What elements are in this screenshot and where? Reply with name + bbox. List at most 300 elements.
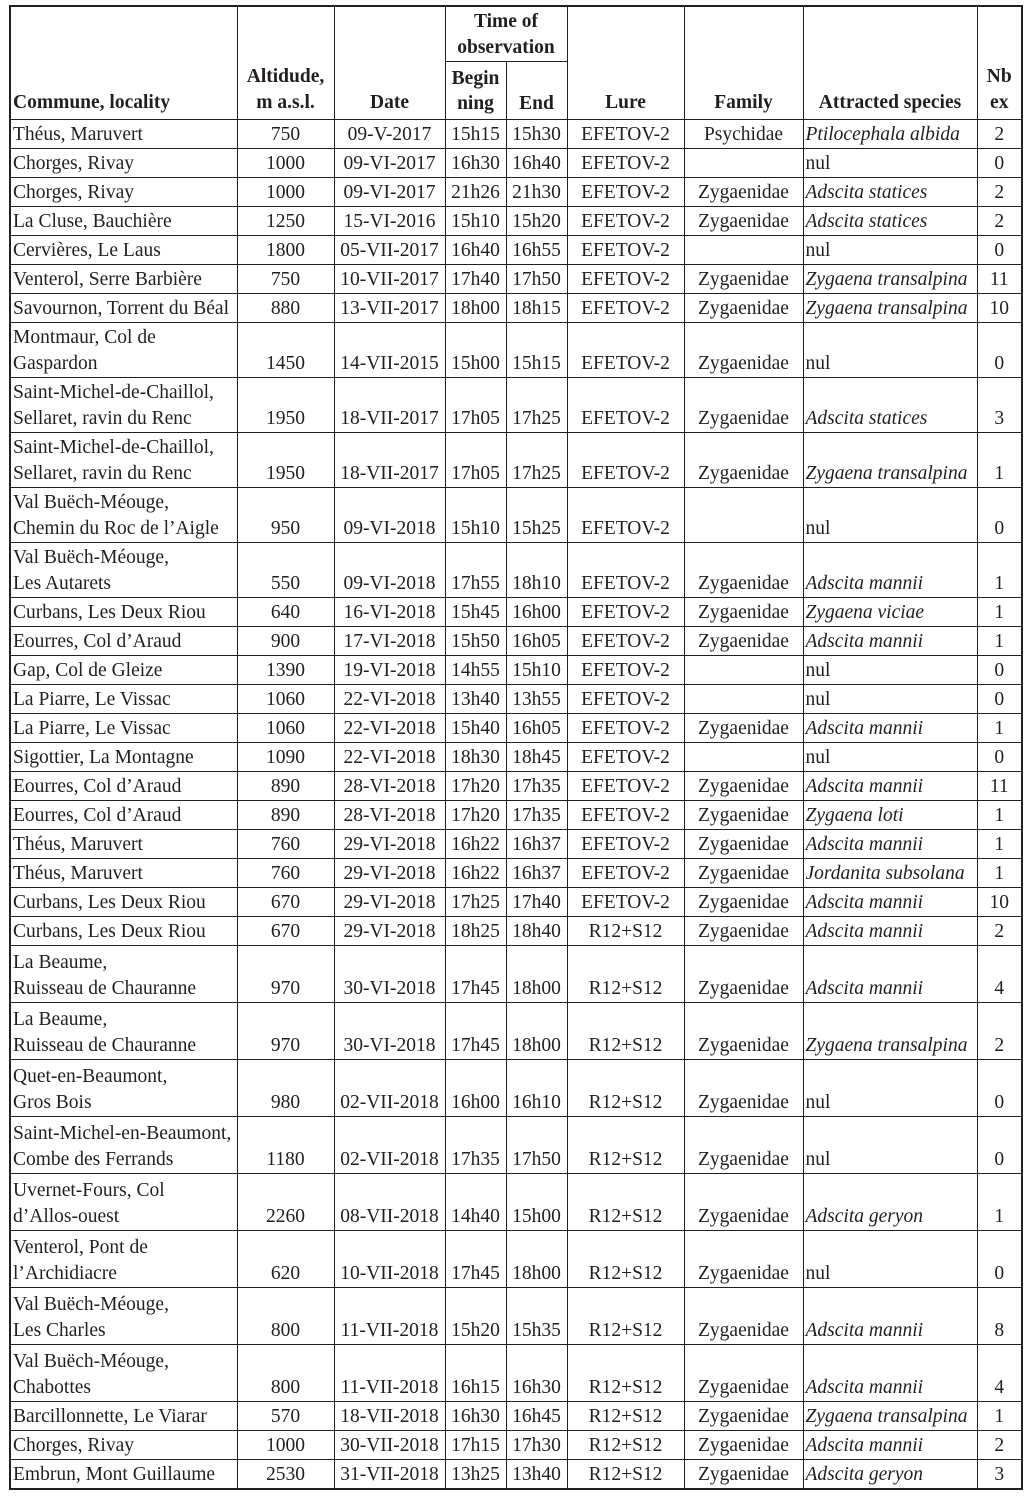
date-cell: 22-VI-2018 [334, 743, 445, 772]
altitude-cell: 800 [237, 1288, 334, 1345]
date-cell: 29-VI-2018 [334, 917, 445, 946]
header-time-of-observation: Time of observation [445, 6, 567, 62]
altitude-cell: 1950 [237, 433, 334, 488]
header-lure: Lure [567, 6, 684, 120]
locality-cell: Théus, Maruvert [10, 859, 237, 888]
table-row [10, 1060, 1022, 1117]
begin-time-cell: 16h22 [445, 830, 506, 859]
altitude-cell: 1450 [237, 323, 334, 378]
lure-cell: EFETOV-2 [567, 743, 684, 772]
begin-time-cell: 16h15 [445, 1345, 506, 1402]
altitude-cell: 550 [237, 543, 334, 598]
date-cell: 28-VI-2018 [334, 772, 445, 801]
species-cell: nul [803, 1231, 977, 1288]
nb-ex-cell: 1 [977, 830, 1022, 859]
table-row [10, 149, 1022, 178]
date-cell: 02-VII-2018 [334, 1117, 445, 1174]
species-cell: Zygaena viciae [803, 598, 977, 627]
family-cell: Zygaenidae [684, 543, 803, 598]
table-row [10, 743, 1022, 772]
lure-cell: R12+S12 [567, 946, 684, 1003]
family-cell: Zygaenidae [684, 1060, 803, 1117]
end-time-cell: 18h40 [506, 917, 567, 946]
table-row [10, 294, 1022, 323]
locality-cell: Val Buëch-Méouge, Chemin du Roc de l’Aigle [10, 488, 237, 543]
lure-cell: EFETOV-2 [567, 830, 684, 859]
date-cell: 19-VI-2018 [334, 656, 445, 685]
lure-cell: EFETOV-2 [567, 178, 684, 207]
altitude-cell: 670 [237, 888, 334, 917]
altitude-cell: 620 [237, 1231, 334, 1288]
species-cell: Adscita statices [803, 378, 977, 433]
end-time-cell: 18h10 [506, 543, 567, 598]
nb-ex-cell: 2 [977, 178, 1022, 207]
table-row [10, 859, 1022, 888]
table-row [10, 801, 1022, 830]
header-species: Attracted species [803, 6, 977, 120]
date-cell: 02-VII-2018 [334, 1060, 445, 1117]
family-cell [684, 656, 803, 685]
nb-ex-cell: 1 [977, 714, 1022, 743]
locality-cell: Théus, Maruvert [10, 120, 237, 149]
table-row [10, 323, 1022, 378]
lure-cell: EFETOV-2 [567, 433, 684, 488]
nb-ex-cell: 4 [977, 1345, 1022, 1402]
end-time-cell: 18h00 [506, 946, 567, 1003]
date-cell: 09-VI-2017 [334, 149, 445, 178]
family-cell: Zygaenidae [684, 1231, 803, 1288]
end-time-cell: 16h37 [506, 859, 567, 888]
lure-cell: R12+S12 [567, 1402, 684, 1431]
end-time-cell: 17h35 [506, 801, 567, 830]
species-cell: nul [803, 323, 977, 378]
begin-time-cell: 21h26 [445, 178, 506, 207]
family-cell: Zygaenidae [684, 1402, 803, 1431]
begin-time-cell: 16h40 [445, 236, 506, 265]
species-cell: Adscita statices [803, 207, 977, 236]
family-cell: Zygaenidae [684, 1003, 803, 1060]
table-row [10, 830, 1022, 859]
nb-ex-cell: 0 [977, 323, 1022, 378]
locality-cell: La Piarre, Le Vissac [10, 685, 237, 714]
family-cell: Zygaenidae [684, 265, 803, 294]
species-cell: Zygaena transalpina [803, 1402, 977, 1431]
altitude-cell: 800 [237, 1345, 334, 1402]
species-cell: Jordanita subsolana [803, 859, 977, 888]
altitude-cell: 890 [237, 801, 334, 830]
date-cell: 30-VI-2018 [334, 946, 445, 1003]
table-row [10, 946, 1022, 1003]
end-time-cell: 15h35 [506, 1288, 567, 1345]
family-cell: Zygaenidae [684, 917, 803, 946]
nb-ex-cell: 1 [977, 627, 1022, 656]
altitude-cell: 1390 [237, 656, 334, 685]
locality-cell: La Beaume, Ruisseau de Chauranne [10, 946, 237, 1003]
lure-cell: R12+S12 [567, 1060, 684, 1117]
lure-cell: EFETOV-2 [567, 656, 684, 685]
date-cell: 09-VI-2017 [334, 178, 445, 207]
begin-time-cell: 17h25 [445, 888, 506, 917]
date-cell: 09-V-2017 [334, 120, 445, 149]
locality-cell: Val Buëch-Méouge, Les Autarets [10, 543, 237, 598]
end-time-cell: 16h40 [506, 149, 567, 178]
date-cell: 13-VII-2017 [334, 294, 445, 323]
species-cell: Zygaena transalpina [803, 265, 977, 294]
header-family: Family [684, 6, 803, 120]
end-time-cell: 13h40 [506, 1460, 567, 1489]
nb-ex-cell: 2 [977, 207, 1022, 236]
begin-time-cell: 18h25 [445, 917, 506, 946]
lure-cell: EFETOV-2 [567, 598, 684, 627]
lure-cell: EFETOV-2 [567, 543, 684, 598]
end-time-cell: 16h05 [506, 627, 567, 656]
table-row [10, 656, 1022, 685]
date-cell: 29-VI-2018 [334, 859, 445, 888]
species-cell: Adscita mannii [803, 888, 977, 917]
end-time-cell: 18h00 [506, 1003, 567, 1060]
end-time-cell: 16h55 [506, 236, 567, 265]
lure-cell: EFETOV-2 [567, 378, 684, 433]
lure-cell: R12+S12 [567, 1431, 684, 1460]
locality-cell: Uvernet-Fours, Col d’Allos-ouest [10, 1174, 237, 1231]
date-cell: 30-VI-2018 [334, 1003, 445, 1060]
end-time-cell: 17h35 [506, 772, 567, 801]
end-time-cell: 18h15 [506, 294, 567, 323]
date-cell: 11-VII-2018 [334, 1345, 445, 1402]
family-cell: Zygaenidae [684, 178, 803, 207]
begin-time-cell: 15h20 [445, 1288, 506, 1345]
altitude-cell: 1060 [237, 714, 334, 743]
altitude-cell: 1800 [237, 236, 334, 265]
family-cell: Psychidae [684, 120, 803, 149]
lure-cell: EFETOV-2 [567, 801, 684, 830]
date-cell: 18-VII-2018 [334, 1402, 445, 1431]
end-time-cell: 15h00 [506, 1174, 567, 1231]
locality-cell: Eourres, Col d’Araud [10, 801, 237, 830]
altitude-cell: 950 [237, 488, 334, 543]
table-row [10, 1117, 1022, 1174]
date-cell: 16-VI-2018 [334, 598, 445, 627]
date-cell: 17-VI-2018 [334, 627, 445, 656]
end-time-cell: 15h20 [506, 207, 567, 236]
species-cell: Adscita mannii [803, 1345, 977, 1402]
family-cell: Zygaenidae [684, 378, 803, 433]
begin-time-cell: 15h45 [445, 598, 506, 627]
end-time-cell: 16h45 [506, 1402, 567, 1431]
begin-time-cell: 16h30 [445, 149, 506, 178]
end-time-cell: 17h30 [506, 1431, 567, 1460]
species-cell: nul [803, 149, 977, 178]
table-body [10, 120, 1022, 1489]
lure-cell: EFETOV-2 [567, 207, 684, 236]
species-cell: Adscita mannii [803, 543, 977, 598]
begin-time-cell: 18h00 [445, 294, 506, 323]
locality-cell: Saint-Michel-en-Beaumont, Combe des Ferrands [10, 1117, 237, 1174]
lure-cell: EFETOV-2 [567, 772, 684, 801]
locality-cell: Venterol, Serre Barbière [10, 265, 237, 294]
altitude-cell: 1250 [237, 207, 334, 236]
species-cell: Adscita mannii [803, 830, 977, 859]
header-altitude: Altidude, m a.s.l. [237, 6, 334, 120]
end-time-cell: 16h37 [506, 830, 567, 859]
species-cell: Adscita geryon [803, 1174, 977, 1231]
altitude-cell: 1090 [237, 743, 334, 772]
begin-time-cell: 17h20 [445, 801, 506, 830]
header-nb-ex: Nb ex [977, 6, 1022, 120]
table-row [10, 1231, 1022, 1288]
begin-time-cell: 17h20 [445, 772, 506, 801]
date-cell: 28-VI-2018 [334, 801, 445, 830]
date-cell: 14-VII-2015 [334, 323, 445, 378]
species-cell: nul [803, 236, 977, 265]
table-row [10, 685, 1022, 714]
date-cell: 09-VI-2018 [334, 543, 445, 598]
nb-ex-cell: 11 [977, 772, 1022, 801]
date-cell: 18-VII-2017 [334, 378, 445, 433]
begin-time-cell: 15h10 [445, 207, 506, 236]
nb-ex-cell: 10 [977, 888, 1022, 917]
species-cell: Adscita statices [803, 178, 977, 207]
table-row [10, 378, 1022, 433]
end-time-cell: 21h30 [506, 178, 567, 207]
locality-cell: Val Buëch-Méouge, Chabottes [10, 1345, 237, 1402]
begin-time-cell: 17h35 [445, 1117, 506, 1174]
altitude-cell: 1180 [237, 1117, 334, 1174]
begin-time-cell: 13h25 [445, 1460, 506, 1489]
family-cell: Zygaenidae [684, 1431, 803, 1460]
begin-time-cell: 14h55 [445, 656, 506, 685]
altitude-cell: 2530 [237, 1460, 334, 1489]
species-cell: Adscita mannii [803, 1288, 977, 1345]
family-cell: Zygaenidae [684, 323, 803, 378]
lure-cell: R12+S12 [567, 1174, 684, 1231]
date-cell: 31-VII-2018 [334, 1460, 445, 1489]
locality-cell: Saint-Michel-de-Chaillol, Sellaret, ravin du Renc [10, 378, 237, 433]
lure-cell: R12+S12 [567, 1460, 684, 1489]
family-cell [684, 743, 803, 772]
end-time-cell: 18h45 [506, 743, 567, 772]
table-row [10, 1345, 1022, 1402]
species-cell: nul [803, 1117, 977, 1174]
table-row [10, 1460, 1022, 1489]
altitude-cell: 640 [237, 598, 334, 627]
nb-ex-cell: 1 [977, 598, 1022, 627]
lure-cell: EFETOV-2 [567, 888, 684, 917]
begin-time-cell: 17h45 [445, 1231, 506, 1288]
nb-ex-cell: 0 [977, 488, 1022, 543]
begin-time-cell: 16h22 [445, 859, 506, 888]
date-cell: 22-VI-2018 [334, 714, 445, 743]
end-time-cell: 17h25 [506, 378, 567, 433]
locality-cell: Théus, Maruvert [10, 830, 237, 859]
species-cell: Adscita mannii [803, 714, 977, 743]
begin-time-cell: 18h30 [445, 743, 506, 772]
family-cell: Zygaenidae [684, 1174, 803, 1231]
altitude-cell: 670 [237, 917, 334, 946]
nb-ex-cell: 0 [977, 149, 1022, 178]
family-cell: Zygaenidae [684, 830, 803, 859]
table-row [10, 1288, 1022, 1345]
date-cell: 29-VI-2018 [334, 830, 445, 859]
date-cell: 05-VII-2017 [334, 236, 445, 265]
table-row [10, 236, 1022, 265]
species-cell: Ptilocephala albida [803, 120, 977, 149]
nb-ex-cell: 1 [977, 1402, 1022, 1431]
nb-ex-cell: 4 [977, 946, 1022, 1003]
nb-ex-cell: 0 [977, 1231, 1022, 1288]
header-beginning: Begin ning [445, 62, 506, 120]
end-time-cell: 13h55 [506, 685, 567, 714]
end-time-cell: 17h50 [506, 265, 567, 294]
lure-cell: EFETOV-2 [567, 265, 684, 294]
species-cell: nul [803, 488, 977, 543]
table-row [10, 433, 1022, 488]
family-cell [684, 488, 803, 543]
lure-cell: EFETOV-2 [567, 685, 684, 714]
altitude-cell: 880 [237, 294, 334, 323]
begin-time-cell: 17h15 [445, 1431, 506, 1460]
nb-ex-cell: 2 [977, 1003, 1022, 1060]
end-time-cell: 15h10 [506, 656, 567, 685]
begin-time-cell: 15h50 [445, 627, 506, 656]
end-time-cell: 17h25 [506, 433, 567, 488]
species-cell: nul [803, 1060, 977, 1117]
table-header [10, 6, 1022, 120]
species-cell: Zygaena transalpina [803, 294, 977, 323]
species-cell: nul [803, 656, 977, 685]
nb-ex-cell: 2 [977, 1431, 1022, 1460]
locality-cell: Curbans, Les Deux Riou [10, 888, 237, 917]
locality-cell: Chorges, Rivay [10, 1431, 237, 1460]
table-row [10, 598, 1022, 627]
begin-time-cell: 15h15 [445, 120, 506, 149]
locality-cell: Eourres, Col d’Araud [10, 772, 237, 801]
table-row [10, 1174, 1022, 1231]
nb-ex-cell: 2 [977, 120, 1022, 149]
end-time-cell: 16h05 [506, 714, 567, 743]
observation-table [9, 5, 1023, 1490]
species-cell: Adscita geryon [803, 1460, 977, 1489]
altitude-cell: 1000 [237, 178, 334, 207]
lure-cell: EFETOV-2 [567, 149, 684, 178]
locality-cell: Savournon, Torrent du Béal [10, 294, 237, 323]
locality-cell: La Piarre, Le Vissac [10, 714, 237, 743]
altitude-cell: 980 [237, 1060, 334, 1117]
date-cell: 18-VII-2017 [334, 433, 445, 488]
locality-cell: Venterol, Pont de l’Archidiacre [10, 1231, 237, 1288]
family-cell: Zygaenidae [684, 1117, 803, 1174]
locality-cell: Barcillonnette, Le Viarar [10, 1402, 237, 1431]
nb-ex-cell: 0 [977, 236, 1022, 265]
lure-cell: EFETOV-2 [567, 627, 684, 656]
species-cell: Adscita mannii [803, 627, 977, 656]
family-cell [684, 236, 803, 265]
species-cell: Adscita mannii [803, 946, 977, 1003]
nb-ex-cell: 0 [977, 743, 1022, 772]
end-time-cell: 16h30 [506, 1345, 567, 1402]
nb-ex-cell: 0 [977, 1060, 1022, 1117]
altitude-cell: 1060 [237, 685, 334, 714]
family-cell: Zygaenidae [684, 1460, 803, 1489]
table-row [10, 1402, 1022, 1431]
nb-ex-cell: 0 [977, 1117, 1022, 1174]
altitude-cell: 890 [237, 772, 334, 801]
begin-time-cell: 17h45 [445, 1003, 506, 1060]
family-cell: Zygaenidae [684, 627, 803, 656]
altitude-cell: 750 [237, 265, 334, 294]
family-cell: Zygaenidae [684, 801, 803, 830]
lure-cell: EFETOV-2 [567, 714, 684, 743]
end-time-cell: 16h10 [506, 1060, 567, 1117]
locality-cell: Quet-en-Beaumont, Gros Bois [10, 1060, 237, 1117]
altitude-cell: 760 [237, 830, 334, 859]
species-cell: Zygaena loti [803, 801, 977, 830]
lure-cell: EFETOV-2 [567, 323, 684, 378]
table-row [10, 543, 1022, 598]
lure-cell: EFETOV-2 [567, 488, 684, 543]
lure-cell: EFETOV-2 [567, 120, 684, 149]
nb-ex-cell: 3 [977, 378, 1022, 433]
header-locality: Commune, locality [10, 6, 237, 120]
family-cell: Zygaenidae [684, 1345, 803, 1402]
end-time-cell: 17h40 [506, 888, 567, 917]
altitude-cell: 970 [237, 946, 334, 1003]
lure-cell: R12+S12 [567, 1288, 684, 1345]
begin-time-cell: 16h30 [445, 1402, 506, 1431]
species-cell: nul [803, 743, 977, 772]
nb-ex-cell: 10 [977, 294, 1022, 323]
lure-cell: R12+S12 [567, 1117, 684, 1174]
table-row [10, 265, 1022, 294]
altitude-cell: 570 [237, 1402, 334, 1431]
begin-time-cell: 15h00 [445, 323, 506, 378]
begin-time-cell: 14h40 [445, 1174, 506, 1231]
altitude-cell: 750 [237, 120, 334, 149]
family-cell: Zygaenidae [684, 433, 803, 488]
lure-cell: EFETOV-2 [567, 859, 684, 888]
nb-ex-cell: 11 [977, 265, 1022, 294]
species-cell: Adscita mannii [803, 772, 977, 801]
nb-ex-cell: 1 [977, 543, 1022, 598]
observation-table-container [9, 5, 1023, 1490]
family-cell [684, 685, 803, 714]
locality-cell: Chorges, Rivay [10, 178, 237, 207]
table-row [10, 888, 1022, 917]
date-cell: 29-VI-2018 [334, 888, 445, 917]
lure-cell: EFETOV-2 [567, 236, 684, 265]
locality-cell: Val Buëch-Méouge, Les Charles [10, 1288, 237, 1345]
nb-ex-cell: 1 [977, 859, 1022, 888]
date-cell: 30-VII-2018 [334, 1431, 445, 1460]
begin-time-cell: 17h55 [445, 543, 506, 598]
nb-ex-cell: 1 [977, 1174, 1022, 1231]
table-row [10, 714, 1022, 743]
date-cell: 10-VII-2018 [334, 1231, 445, 1288]
table-row [10, 627, 1022, 656]
nb-ex-cell: 8 [977, 1288, 1022, 1345]
locality-cell: Embrun, Mont Guillaume [10, 1460, 237, 1489]
family-cell: Zygaenidae [684, 888, 803, 917]
date-cell: 10-VII-2017 [334, 265, 445, 294]
end-time-cell: 17h50 [506, 1117, 567, 1174]
nb-ex-cell: 1 [977, 433, 1022, 488]
locality-cell: Montmaur, Col de Gaspardon [10, 323, 237, 378]
locality-cell: Saint-Michel-de-Chaillol, Sellaret, ravin du Renc [10, 433, 237, 488]
end-time-cell: 16h00 [506, 598, 567, 627]
species-cell: Zygaena transalpina [803, 1003, 977, 1060]
altitude-cell: 2260 [237, 1174, 334, 1231]
locality-cell: Curbans, Les Deux Riou [10, 598, 237, 627]
